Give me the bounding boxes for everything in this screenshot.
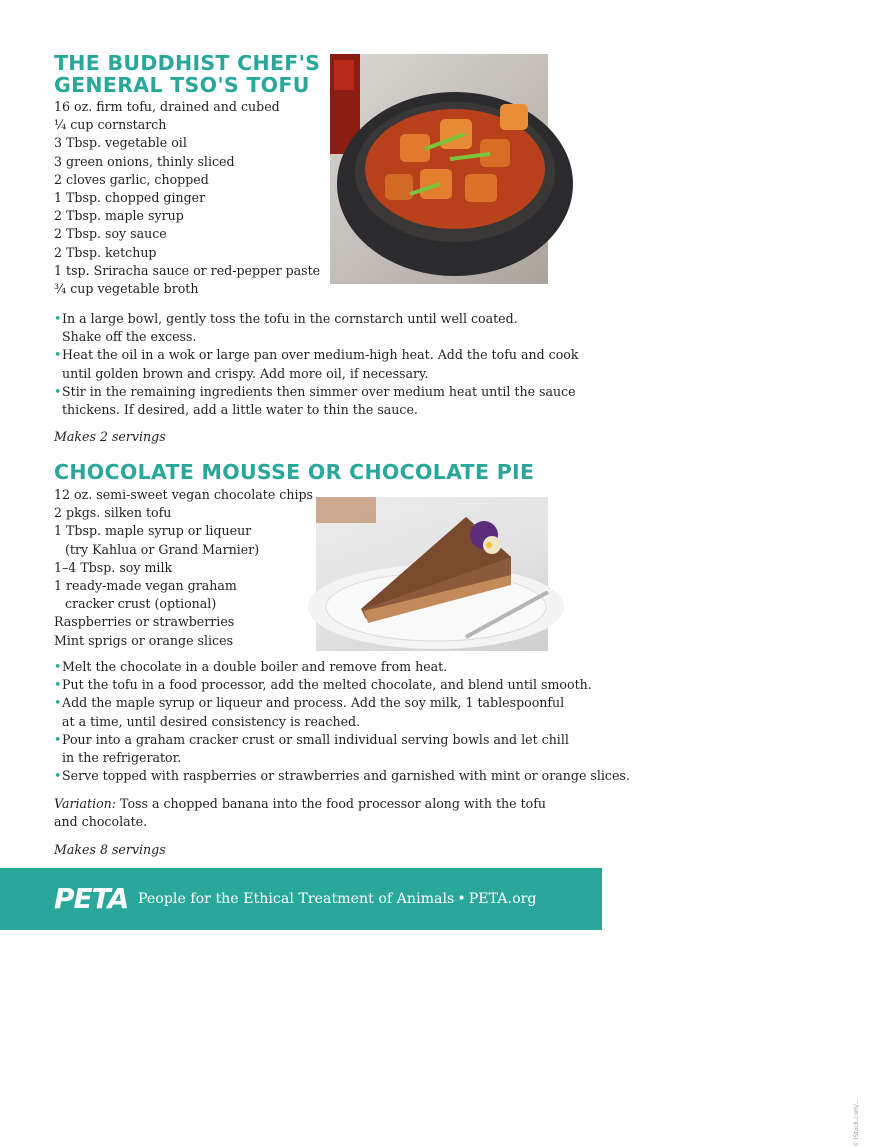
ingredient-item: 12 oz. semi-sweet vegan chocolate chips	[54, 487, 314, 502]
recipe1-steps	[54, 310, 579, 419]
step-text: Pour into a graham cracker crust or small individual serving bowls and let chill	[62, 731, 569, 747]
ingredient-item: 1 Tbsp. chopped ginger	[54, 190, 206, 206]
ingredient-item: 2 cloves garlic, chopped	[54, 171, 209, 187]
step-text: until golden brown and crispy. Add more oil, if necessary.	[62, 365, 429, 381]
ingredient-item: 1 tsp. Sriracha sauce or red-pepper paste	[54, 262, 321, 278]
step-text: Heat the oil in a wok or large pan over medium-high heat. Add the tofu and cook	[62, 347, 579, 363]
bullet-dot-icon: •	[54, 659, 62, 674]
general-tso-tofu-photo	[330, 54, 874, 336]
step-item	[54, 731, 569, 767]
variation-label: Variation:	[54, 796, 117, 811]
recipe1-servings: Makes 2 servings	[54, 429, 166, 444]
step-item	[54, 694, 565, 730]
step-item	[54, 767, 630, 785]
photo-credit: © Buddhist Chef	[867, 285, 874, 336]
variation-text: Toss a chopped banana into the food processor along with the tofu	[116, 796, 547, 811]
ingredient-item: (try Kahlua or Grand Marnier)	[65, 541, 260, 557]
recipe2-ingredients	[54, 486, 313, 650]
variation-line	[54, 795, 554, 813]
bullet-dot-icon: •	[54, 383, 62, 399]
footer-banner	[0, 868, 602, 930]
ingredient-item: 3 Tbsp. vegetable oil	[54, 135, 187, 151]
bullet-dot-icon: •	[54, 347, 62, 363]
step-text: thickens. If desired, add a little water to thin the sauce.	[62, 402, 418, 418]
bullet-dot-icon: •	[54, 768, 62, 784]
ingredient-item: 2 Tbsp. soy sauce	[54, 226, 167, 242]
ingredient-item: 1–4 Tbsp. soy milk	[54, 559, 173, 575]
footer-tagline	[138, 891, 536, 907]
ingredient-item: Raspberries or strawberries	[54, 614, 235, 630]
step-item	[54, 658, 554, 676]
variation-text: and chocolate.	[54, 814, 148, 830]
recipe2-title: CHOCOLATE MOUSSE OR CHOCOLATE PIE	[54, 460, 535, 484]
recipe1-title: THE BUDDHIST CHEF'S GENERAL TSO'S TOFU	[54, 51, 321, 97]
step-item	[54, 383, 576, 419]
step-text: in the refrigerator.	[62, 750, 182, 766]
recipe2-steps	[54, 658, 630, 785]
ingredient-item: 2 pkgs. silken tofu	[54, 505, 172, 521]
ingredient-item: 16 oz. firm tofu, drained and cubed	[54, 99, 280, 114]
separator-dot-icon: •	[457, 891, 466, 907]
ingredient-item: 3 green onions, thinly sliced	[54, 153, 235, 169]
step-item	[54, 676, 592, 694]
step-text: Add the maple syrup or liqueur and process. Add the soy milk, 1 tablespoonful	[62, 695, 565, 711]
ingredient-item: ¼ cup cornstarch	[54, 117, 167, 133]
ingredient-item: 2 Tbsp. maple syrup	[54, 208, 184, 224]
ingredient-item: 1 Tbsp. maple syrup or liqueur	[54, 523, 252, 539]
step-item	[54, 346, 579, 382]
recipe2-variation	[54, 795, 554, 831]
ingredient-item: ¾ cup vegetable broth	[54, 281, 199, 297]
peta-logo: PETA	[54, 882, 129, 915]
ingredient-item: 1 ready-made vegan graham	[54, 578, 237, 594]
step-text: In a large bowl, gently toss the tofu in the cornstarch until well coated.	[62, 311, 518, 326]
ingredient-item: 2 Tbsp. ketchup	[54, 244, 157, 260]
step-text: at a time, until desired consistency is reached.	[62, 713, 361, 729]
ingredient-item: Mint sprigs or orange slices	[54, 632, 234, 648]
tagline-organization: People for the Ethical Treatment of Animals	[138, 891, 455, 907]
recipe2-servings: Makes 8 servings	[54, 842, 166, 857]
recipe1-ingredients	[54, 98, 320, 298]
ingredient-item: cracker crust (optional)	[65, 596, 217, 612]
step-text: Serve topped with raspberries or strawberries and garnished with mint or orange slices.	[62, 768, 630, 784]
step-item	[54, 310, 554, 346]
website-link[interactable]: PETA.org	[468, 891, 537, 907]
step-text: Stir in the remaining ingredients then simmer over medium heat until the sauce	[62, 383, 576, 399]
photo-credit: © iStock.com/...	[853, 1098, 860, 1147]
step-text: Melt the chocolate in a double boiler and remove from heat.	[62, 659, 448, 674]
bullet-dot-icon: •	[54, 311, 62, 326]
step-text: Shake off the excess.	[62, 329, 197, 345]
bullet-dot-icon: •	[54, 731, 62, 747]
bullet-dot-icon: •	[54, 695, 62, 711]
step-text: Put the tofu in a food processor, add the melted chocolate, and blend until smooth.	[62, 677, 592, 693]
bullet-dot-icon: •	[54, 677, 62, 693]
